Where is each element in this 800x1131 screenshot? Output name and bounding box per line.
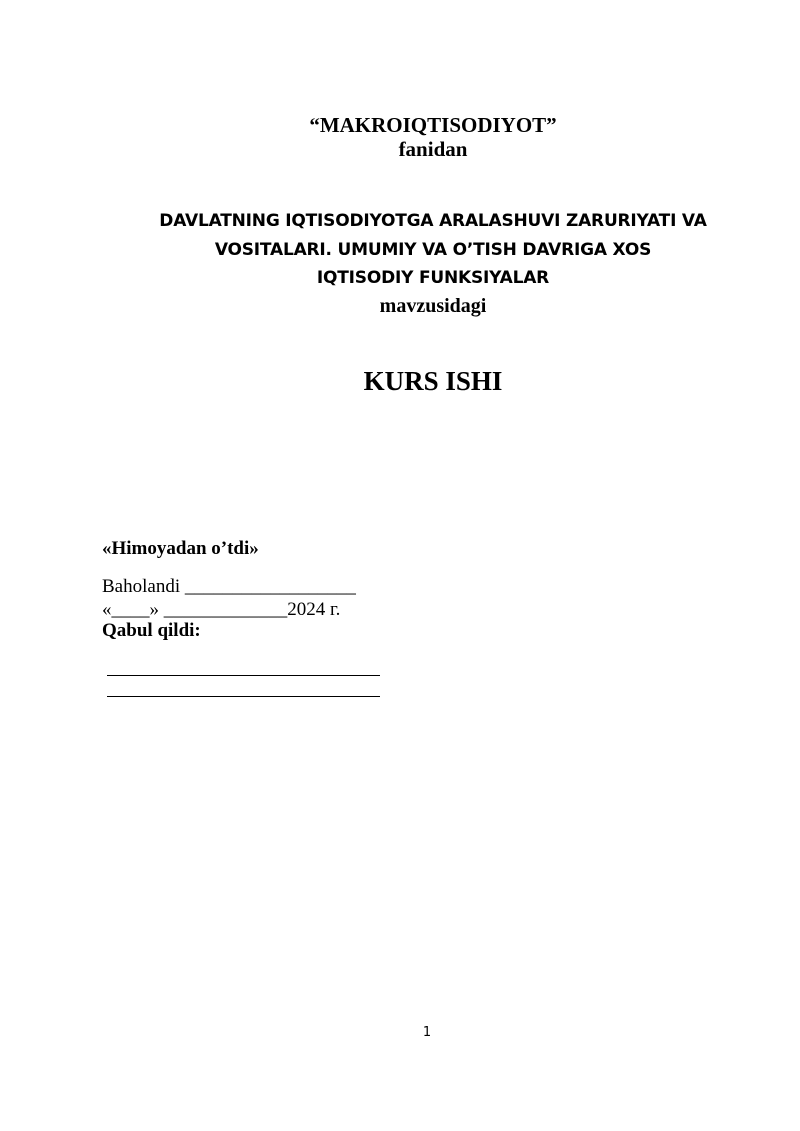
topic-suffix: mavzusidagi xyxy=(379,295,487,317)
signature-line-2 xyxy=(107,696,380,697)
document-type-heading: KURS ISHI xyxy=(363,366,503,396)
topic-line-3: IQTISODIY FUNKSIYALAR xyxy=(316,268,550,288)
signature-line-1 xyxy=(107,675,380,676)
defense-passed-label: «Himoyadan o’tdi» xyxy=(102,538,259,559)
grade-line: Baholandi __________________ xyxy=(102,576,356,597)
topic-line-1: DAVLATNING IQTISODIYOTGA ARALASHUVI ZARURIYATI VA xyxy=(159,211,707,231)
subject-suffix: fanidan xyxy=(398,137,468,161)
date-line: «____» _____________2024 г. xyxy=(102,599,341,620)
topic-line-2: VOSITALARI. UMUMIY VA O’TISH DAVRIGA XOS xyxy=(214,240,652,260)
accepted-by-label: Qabul qildi: xyxy=(102,620,201,641)
subject-title: “MAKROIQTISODIYOT” xyxy=(309,113,557,137)
page-number: 1 xyxy=(422,1025,432,1040)
